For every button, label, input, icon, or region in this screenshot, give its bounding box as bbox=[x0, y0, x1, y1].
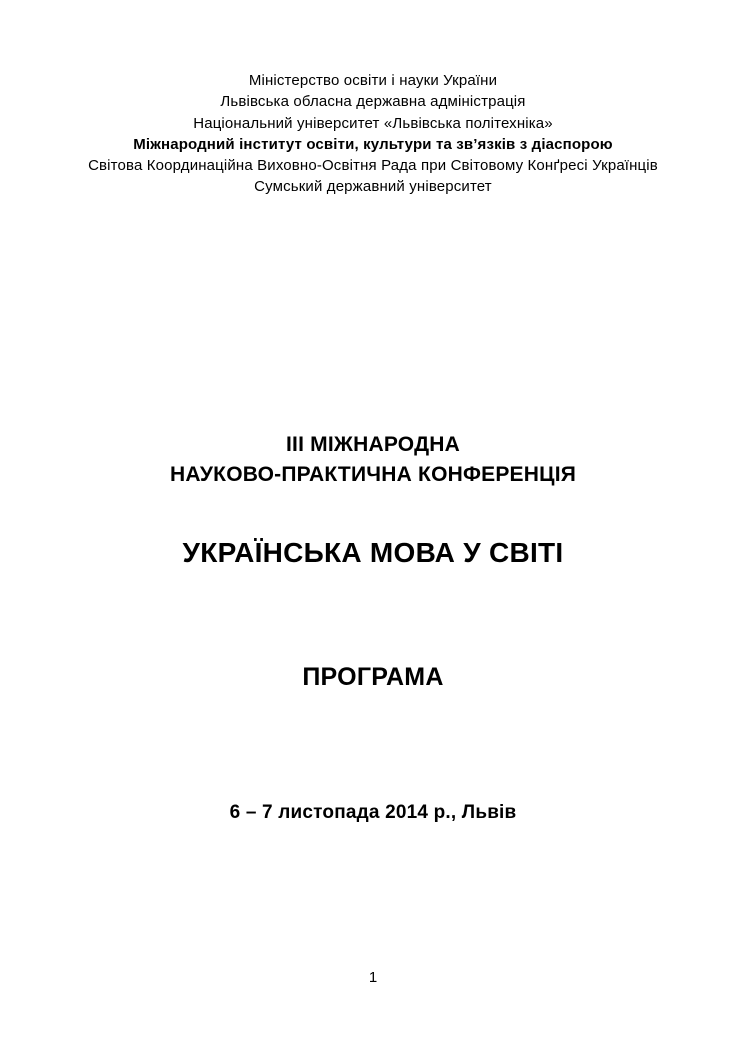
program-word: ПРОГРАМА bbox=[302, 663, 444, 692]
conference-heading bbox=[54, 430, 692, 491]
page-number: 1 bbox=[368, 969, 378, 986]
conference-line-2: НАУКОВО-ПРАКТИЧНА КОНФЕРЕНЦІЯ bbox=[169, 463, 577, 487]
spacer bbox=[54, 198, 692, 430]
organizers-block bbox=[54, 70, 692, 198]
spacer bbox=[54, 692, 692, 802]
organizer-line: Світова Координаційна Виховно-Освітня Рада при Світовому Конґресі Українців bbox=[88, 157, 658, 175]
conference-line-1: III МІЖНАРОДНА bbox=[286, 432, 460, 456]
organizer-line: Національний університет «Львівська політехніка» bbox=[193, 114, 553, 132]
conference-title: УКРАЇНСЬКА МОВА У СВІТІ bbox=[182, 536, 564, 568]
organizer-line: Міжнародний інститут освіти, культури та зв’язків з діаспорою bbox=[133, 135, 613, 153]
spacer bbox=[54, 571, 692, 663]
date-and-place: 6 – 7 листопада 2014 р., Львів bbox=[229, 802, 517, 824]
organizer-line: Львівська обласна державна адміністрація bbox=[220, 93, 526, 111]
spacer bbox=[54, 491, 692, 535]
organizer-line: Сумський державний університет bbox=[254, 178, 492, 196]
organizer-line: Міністерство освіти і науки України bbox=[248, 72, 498, 89]
